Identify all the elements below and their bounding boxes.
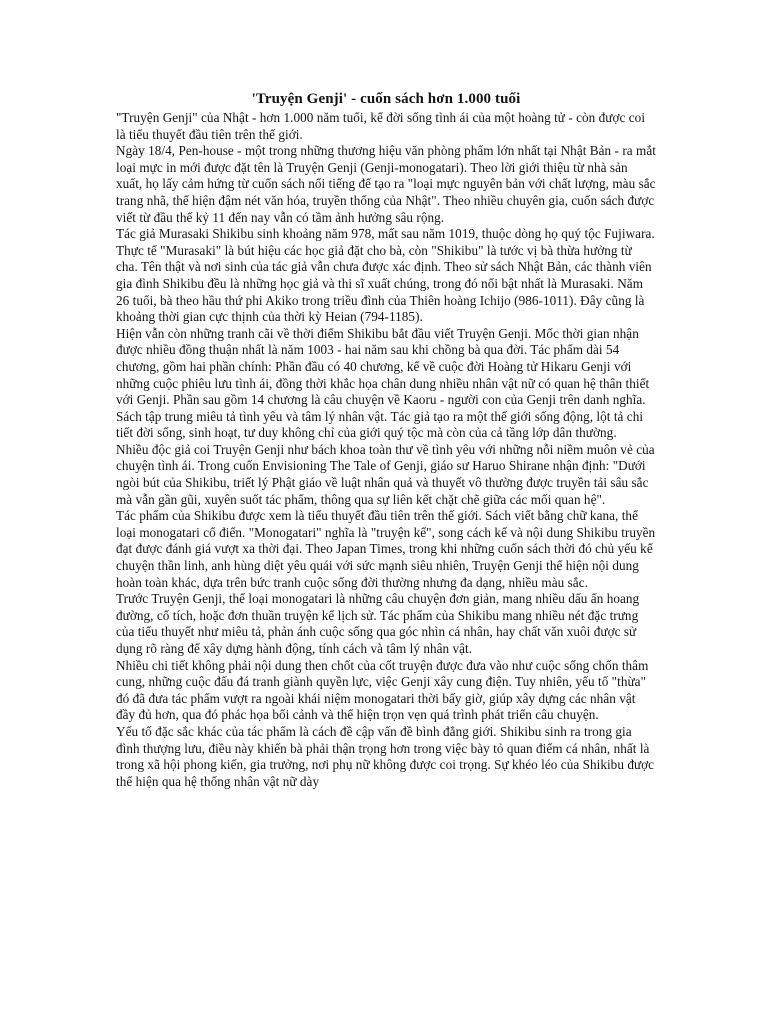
paragraph-details: Nhiều chi tiết không phải nội dung then chốt của cốt truyện được đưa vào như cuộc sống chốn thâm cung, những cuộc đấu đá tranh giành quyền lực, việc Genji xây cung điện. Tuy nhiên, yếu tố "thừa" đó đã đưa tác phẩm vượt ra ngoài khái niệm monogatari thời bấy giờ, giúp xây dựng các nhân vật đầy đủ hơn, qua đó phác họa bối cảnh và thể hiện trọn vẹn quá trình phát triển câu chuyện.	[116, 657, 649, 723]
article-title: 'Truyện Genji' - cuốn sách hơn 1.000 tuổi	[251, 91, 521, 107]
paragraph-gender-equality: Yếu tố đặc sắc khác của tác phẩm là cách đề cập vấn đề bình đẳng giới. Shikibu sinh ra trong gia đình thượng lưu, điều này khiến bà phải thận trọng hơn trong việc bày tỏ quan điểm cá nhân, nhất là trong xã hội phong kiến, gia trưởng, nơi phụ nữ không được coi trọng. Sự khéo léo của Shikibu được thể hiện qua hệ thống nhân vật nữ dày	[116, 723, 655, 789]
paragraph-author: Tác giả Murasaki Shikibu sinh khoảng năm 978, mất sau năm 1019, thuộc dòng họ quý tộc Fujiwara. Thực tế "Murasaki" là bút hiệu các học giả đặt cho bà, còn "Shikibu" là tước vị bà thừa hưởng từ cha. Tên thật và nơi sinh của tác giả vẫn chưa được xác định. Theo sử sách Nhật Bản, các thành viên gia đình Shikibu đều là những học giả và thi sĩ xuất chúng, trong đó nổi bật nhất là Murasaki. Năm 26 tuổi, bà theo hầu thứ phi Akiko trong triều đình của Thiên hoàng Ichijo (986-1011). Đây cũng là khoảng thời gian cực thịnh của thời kỳ Heian (794-1185).	[116, 226, 655, 325]
document-page	[116, 90, 656, 790]
paragraph-encyclopedia-of-love: Nhiều độc giả coi Truyện Genji như bách khoa toàn thư về tình yêu với những nỗi niềm muôn vẻ của chuyện tình ái. Trong cuốn Envisioning The Tale of Genji, giáo sư Haruo Shirane nhận định: "Dưới ngòi bút của Shikibu, triết lý Phật giáo về luật nhân quả và thuyết vô thường được truyền tải sâu sắc mà vẫn gần gũi, xuyên suốt tác phẩm, thông qua sự liên kết chặt chẽ giữa các mối quan hệ".	[116, 441, 655, 507]
paragraph-first-novel: Tác phẩm của Shikibu được xem là tiểu thuyết đầu tiên trên thế giới. Sách viết bằng chữ kana, thể loại monogatari cổ điển. "Monogatari" nghĩa là "truyện kể", song cách kể và nội dung Shikibu truyền đạt được đánh giá vượt xa thời đại. Theo Japan Times, trong khi những cuốn sách thời đó chủ yếu kể chuyện thần linh, anh hùng diệt yêu quái với sức mạnh siêu nhiên, Truyện Genji thể hiện nội dung hoàn toàn khác, dựa trên bức tranh cuộc sống đời thường nhưng đa dạng, nhiều màu sắc.	[116, 508, 656, 590]
paragraph-before-genji: Trước Truyện Genji, thể loại monogatari là những câu chuyện đơn giản, mang nhiều dấu ấn hoang đường, cổ tích, hoặc đơn thuần truyện kể lịch sử. Tác phẩm của Shikibu mang nhiều nét đặc trưng của tiểu thuyết như miêu tả, phản ánh cuộc sống qua góc nhìn cá nhân, hay chất văn xuôi được sử dụng rõ ràng để xây dựng hành động, tính cách và tâm lý nhân vật.	[116, 591, 640, 656]
paragraph-pen-house: Ngày 18/4, Pen-house - một trong những thương hiệu văn phòng phẩm lớn nhất tại Nhật Bản - ra mắt loại mực in mới được đặt tên là Truyện Genji (Genji-monogatari). Theo lời giới thiệu từ nhà sản xuất, họ lấy cảm hứng từ cuốn sách nổi tiếng để tạo ra "loại mực nguyên bản với chất lượng, màu sắc trang nhã, thể hiện đậm nét văn hóa, truyền thống của Nhật". Theo nhiều chuyên gia, cuốn sách được viết từ đầu thế kỷ 11 đến nay vẫn có tầm ảnh hưởng sâu rộng.	[116, 143, 656, 225]
paragraph-writing-time: Hiện vẫn còn những tranh cãi về thời điểm Shikibu bắt đầu viết Truyện Genji. Mốc thời gian nhận được nhiều đồng thuận nhất là năm 1003 - hai năm sau khi chồng bà qua đời. Tác phẩm dài 54 chương, gồm hai phần chính: Phần đầu có 40 chương, kể về cuộc đời Hoàng tử Hikaru Genji với những cuộc phiêu lưu tình ái, đồng thời khắc họa chân dung nhiều nhân vật nữ có quan hệ thân thiết với Genji. Phần sau gồm 14 chương là câu chuyện về Kaoru - người con của Genji trên danh nghĩa. Sách tập trung miêu tả tình yêu và tâm lý nhân vật. Tác giả tạo ra một thế giới sống động, lột tả chi tiết đời sống, sinh hoạt, tư duy không chỉ của giới quý tộc mà còn của cả tầng lớp dân thường.	[116, 325, 650, 441]
paragraph-intro: "Truyện Genji" của Nhật - hơn 1.000 năm tuổi, kể đời sống tình ái của một hoàng tử - còn được coi là tiểu thuyết đầu tiên trên thế giới.	[116, 110, 646, 142]
